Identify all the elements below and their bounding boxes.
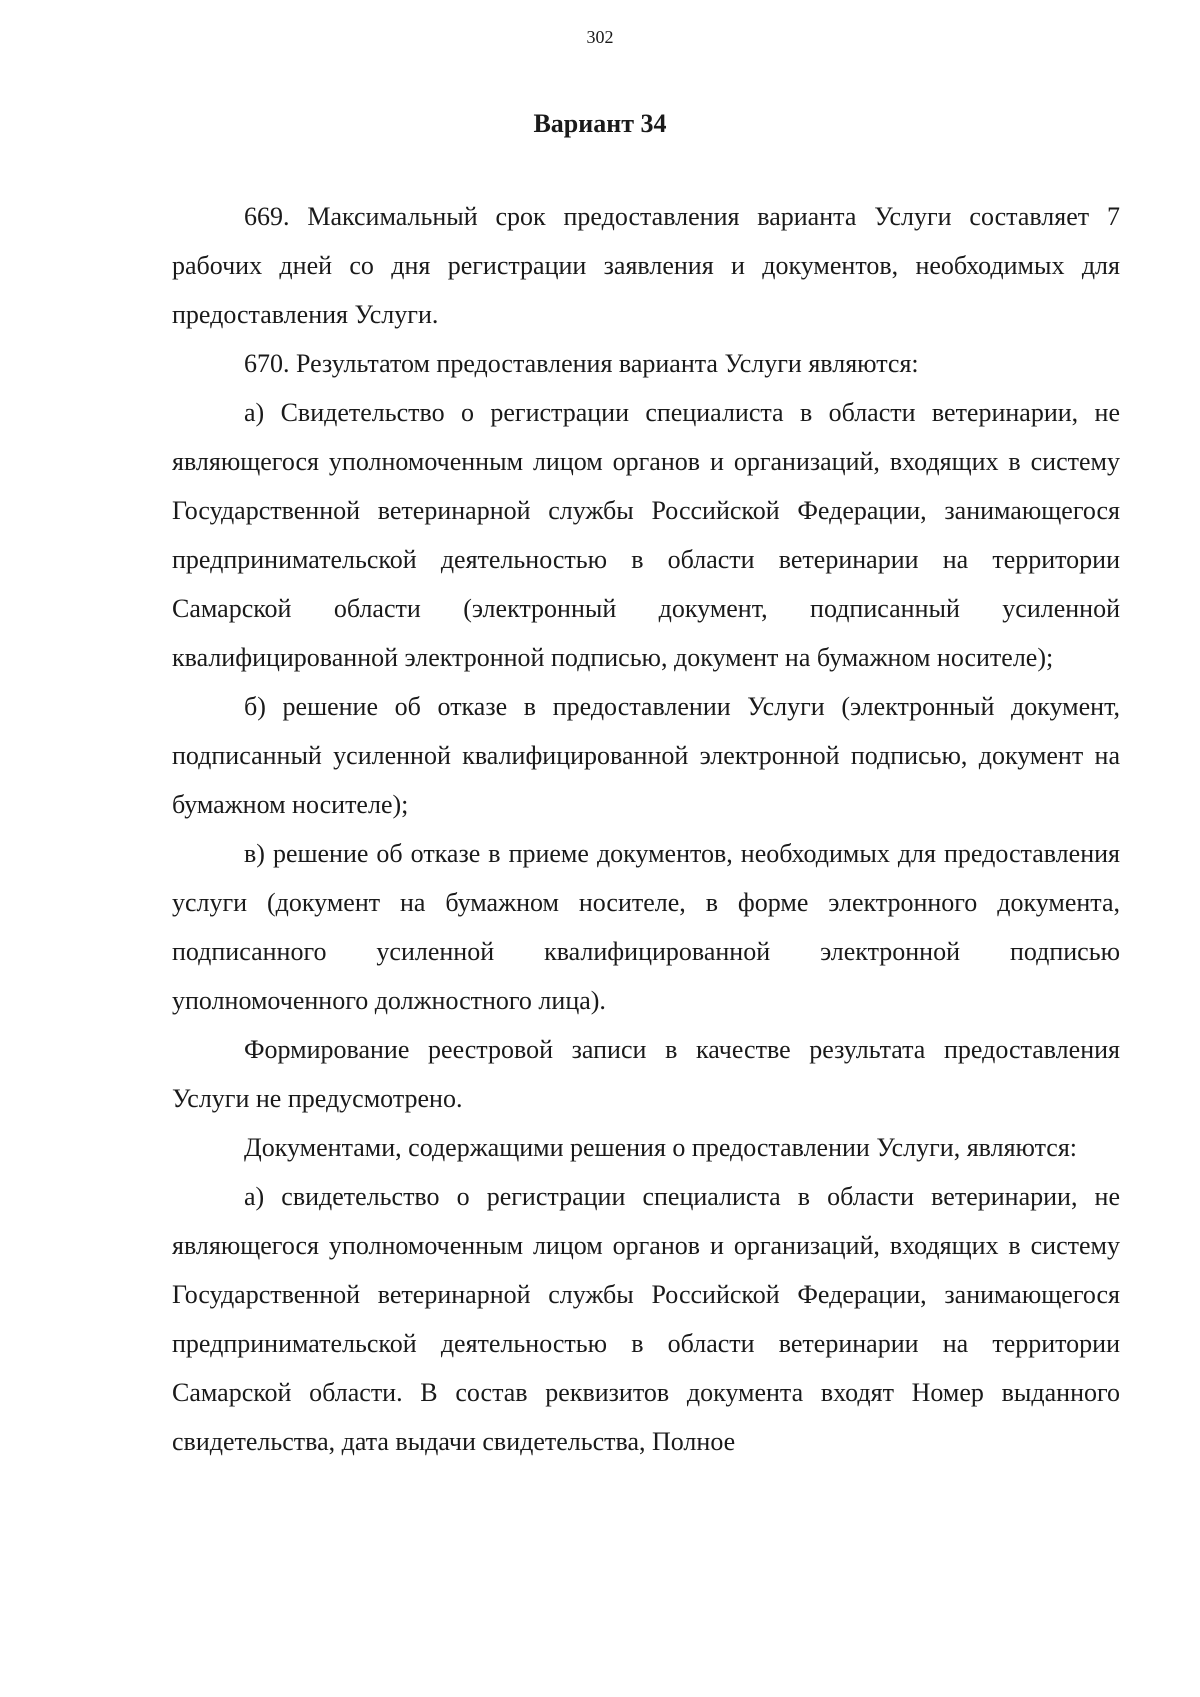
paragraph-670-a: а) Свидетельство о регистрации специалиста в области ветеринарии, не являющегося уполномоченным лицом органов и организаций, входящих в систему Государственной ветеринарной службы Российской Федерации, занимающегося предпринимательской деятельностью в области ветеринарии на территории Самарской области (электронный документ, подписанный усиленной квалифицированной электронной подписью, документ на бумажном носителе); bbox=[172, 398, 1120, 672]
paragraph-670: 670. Результатом предоставления варианта Услуги являются: bbox=[244, 349, 919, 378]
paragraph-registry-record: Формирование реестровой записи в качестве результата предоставления Услуги не предусмотрено. bbox=[172, 1035, 1120, 1113]
paragraph-decision-documents: Документами, содержащими решения о предоставлении Услуги, являются: bbox=[244, 1133, 1078, 1162]
paragraph-decision-documents-a: а) свидетельство о регистрации специалиста в области ветеринарии, не являющегося уполномоченным лицом органов и организаций, входящих в систему Государственной ветеринарной службы Российской Федерации, занимающегося предпринимательской деятельностью в области ветеринарии на территории Самарской области. В состав реквизитов документа входят Номер выданного свидетельства, дата выдачи свидетельства, Полное bbox=[172, 1182, 1120, 1456]
document-body bbox=[172, 192, 1120, 1466]
paragraph-670-b: б) решение об отказе в предоставлении Услуги (электронный документ, подписанный усиленной квалифицированной электронной подписью, документ на бумажном носителе); bbox=[172, 692, 1120, 819]
section-title: Вариант 34 bbox=[533, 109, 667, 138]
page-number: 302 bbox=[586, 27, 614, 47]
paragraph-669: 669. Максимальный срок предоставления варианта Услуги составляет 7 рабочих дней со дня регистрации заявления и документов, необходимых для предоставления Услуги. bbox=[172, 202, 1120, 329]
paragraph-670-v: в) решение об отказе в приеме документов, необходимых для предоставления услуги (документ на бумажном носителе, в форме электронного документа, подписанного усиленной квалифицированной электронной подписью уполномоченного должностного лица). bbox=[172, 839, 1120, 1015]
